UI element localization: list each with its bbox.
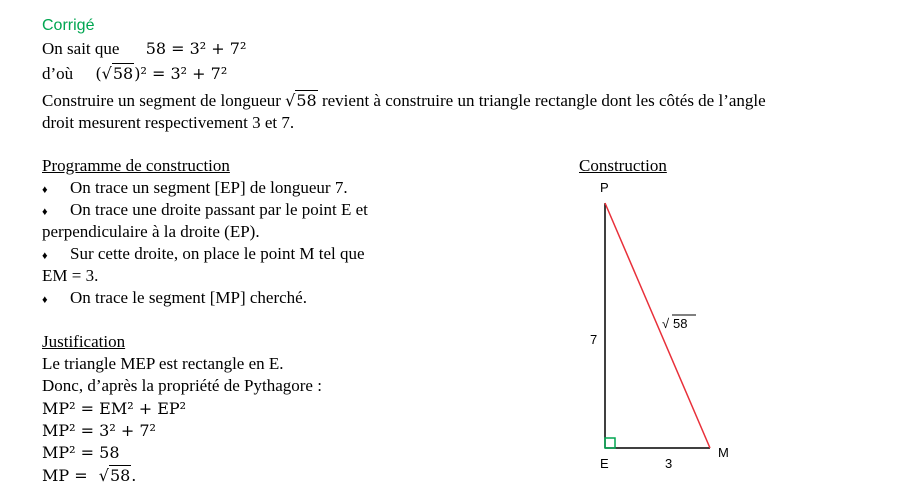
program-item-1-text: On trace un segment [EP] de longueur 7. <box>70 178 348 197</box>
label-mp-length: 58 <box>673 316 688 331</box>
intro-paragraph-part-1: Construire un segment de longueur <box>42 91 281 110</box>
intro-equation-1: 58 = 3² + 7² <box>145 39 247 58</box>
program-item-1 <box>42 177 348 201</box>
justification-equation-4-radicand: 58 <box>109 466 131 485</box>
justification-equation-3: MP² = 58 <box>42 443 120 462</box>
program-heading: Programme de construction <box>42 156 230 175</box>
justification-line-1: Le triangle MEP est rectangle en E. <box>42 354 284 373</box>
point-label-p: P <box>600 180 609 195</box>
sqrt-symbol: √ <box>662 316 670 331</box>
program-item-4 <box>42 287 307 311</box>
construction-figure <box>570 150 770 480</box>
justification-equation-2: MP² = 3² + 7² <box>42 421 156 440</box>
sqrt-symbol: √58 <box>285 91 317 110</box>
page-title: Corrigé <box>42 17 95 34</box>
intro-line-2-prefix: d’où <box>42 64 74 83</box>
program-item-2 <box>42 199 368 223</box>
intro-line-2-rest: ² = 3² + 7² <box>140 64 228 83</box>
bullet-icon: ♦ <box>42 184 48 196</box>
program-item-2-text: On trace une droite passant par le point E et <box>70 200 368 219</box>
sqrt-symbol: √58 <box>101 64 134 83</box>
justification-equation-1: MP² = EM² + EP² <box>42 399 187 418</box>
intro-paragraph-line-2: droit mesurent respectivement 3 et 7. <box>42 113 295 132</box>
sqrt-symbol: √58 <box>98 466 131 485</box>
bullet-icon: ♦ <box>42 206 48 218</box>
intro-line-1-prefix: On sait que <box>42 39 120 58</box>
program-item-3 <box>42 243 365 267</box>
intro-paragraph-part-2: revient à construire un triangle rectangle dont les côtés de l’angle <box>321 91 766 110</box>
justification-equation-4 <box>42 465 136 487</box>
bullet-icon: ♦ <box>42 250 48 262</box>
right-angle-marker <box>605 438 615 448</box>
point-label-m: M <box>718 445 729 460</box>
intro-paragraph-line-1 <box>42 90 766 112</box>
program-item-4-text: On trace le segment [MP] cherché. <box>70 288 307 307</box>
intro-line-2: d’où (√58)² = 3² + 7² <box>42 64 228 83</box>
justification-line-2: Donc, d’après la propriété de Pythagore : <box>42 376 322 395</box>
justification-equation-4-suffix: . <box>131 466 137 485</box>
label-ep-length: 7 <box>590 332 598 347</box>
intro-line-2-radicand: 58 <box>112 64 134 83</box>
segment-mp <box>605 203 710 448</box>
intro-paragraph-radicand: 58 <box>296 91 317 110</box>
program-item-2-continued: perpendiculaire à la droite (EP). <box>42 222 260 241</box>
construction-heading: Construction <box>579 156 667 175</box>
program-item-3-continued: EM = 3. <box>42 266 99 285</box>
justification-equation-4-prefix: MP = <box>42 466 88 485</box>
label-em-length: 3 <box>665 456 673 471</box>
intro-line-1 <box>42 38 246 60</box>
point-label-e: E <box>600 456 609 471</box>
bullet-icon: ♦ <box>42 294 48 306</box>
justification-heading: Justification <box>42 332 126 351</box>
program-item-3-text: Sur cette droite, on place le point M tel que <box>70 244 365 263</box>
